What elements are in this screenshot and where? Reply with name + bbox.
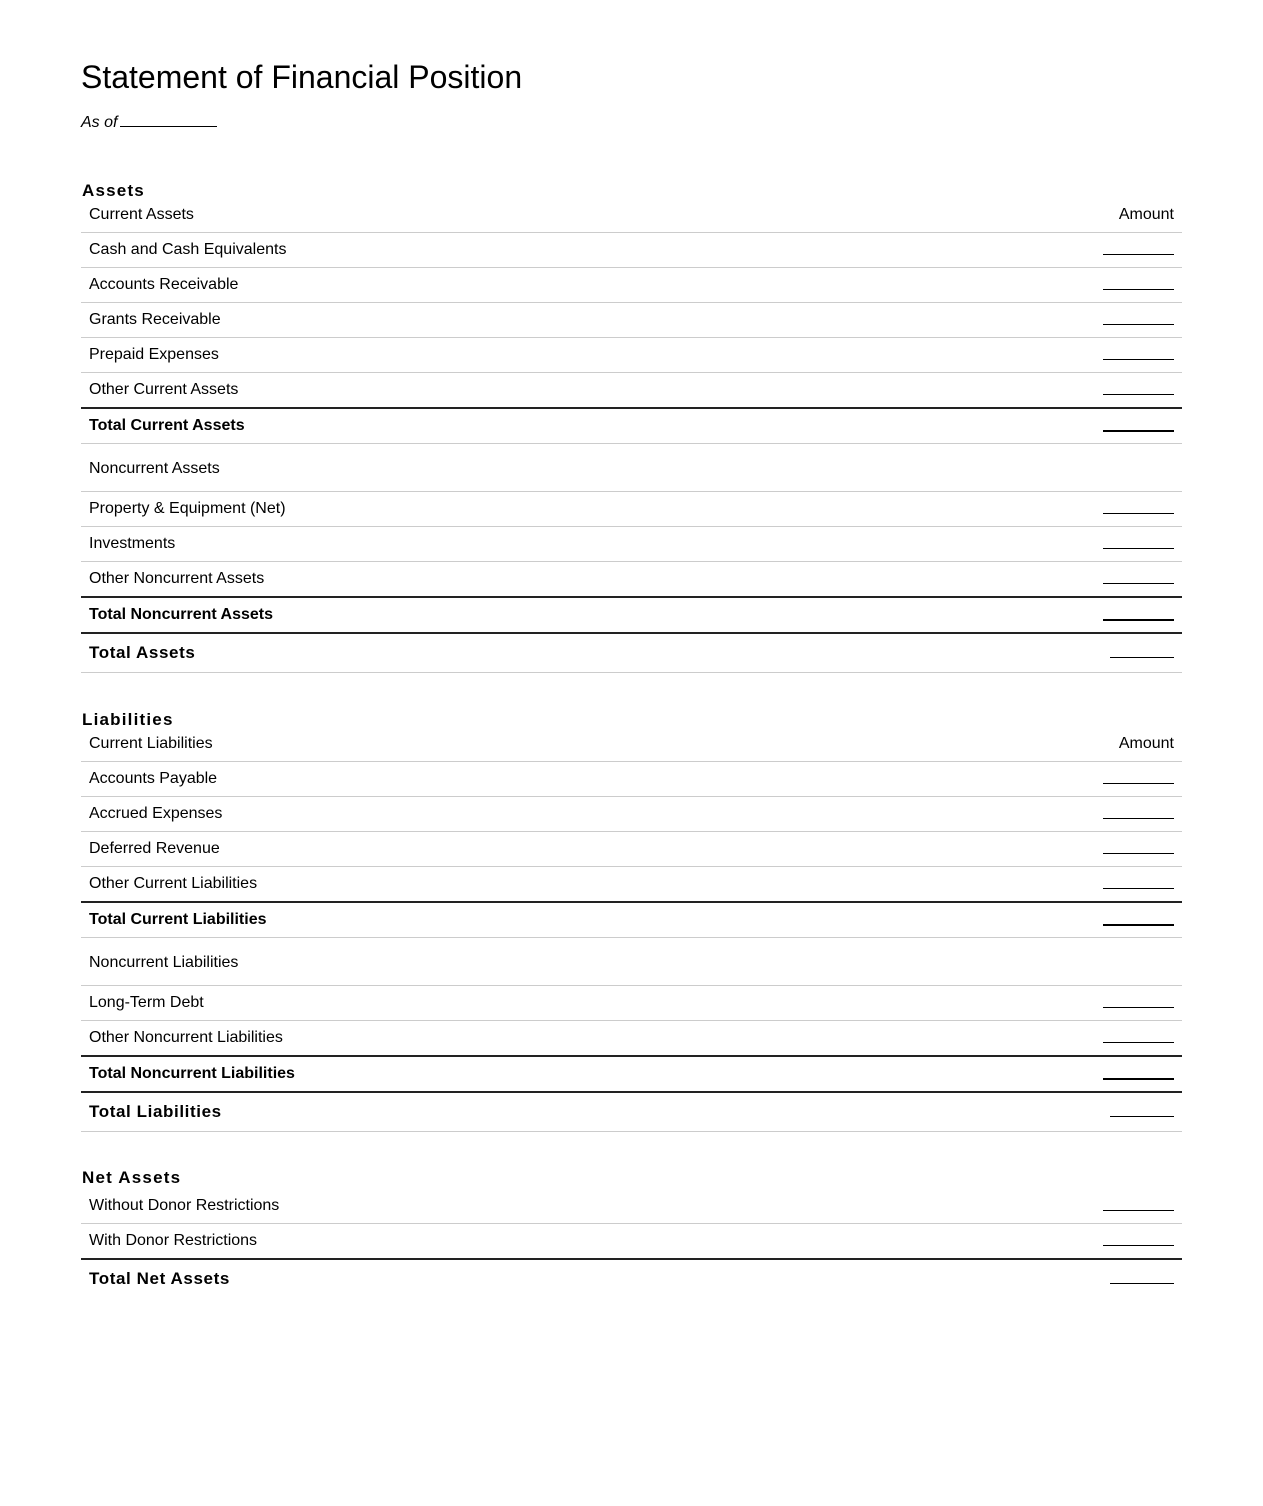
group-header-row [81,444,1182,492]
table-row [81,268,1182,303]
as-of-label: As of [81,114,118,131]
subtotal-label: Total Noncurrent Liabilities [81,1056,1046,1092]
subtotal-label: Total Current Liabilities [81,902,1046,938]
amount-field[interactable] [1103,804,1174,819]
table-row [81,762,1182,797]
table-row [81,867,1182,903]
amount-header: Amount [1046,731,1182,762]
grand-total-row [81,1092,1182,1132]
subtotal-row [81,902,1182,938]
subtotal-amount-field[interactable] [1103,1064,1174,1080]
page-title: Statement of Financial Position [81,59,523,95]
table-row [81,797,1182,832]
assets-table [81,202,1182,673]
grand-total-row [81,633,1182,673]
line-item-label: Grants Receivable [81,303,1046,338]
amount-field[interactable] [1103,275,1174,290]
amount-field[interactable] [1103,380,1174,395]
table-row [81,338,1182,373]
line-item-label: Accounts Receivable [81,268,1046,303]
table-row [81,527,1182,562]
subtotal-label: Total Noncurrent Assets [81,597,1046,633]
table-row [81,233,1182,268]
subtotal-amount-field[interactable] [1103,605,1174,621]
amount-field[interactable] [1103,769,1174,784]
group-header: Current Assets [81,202,1046,233]
line-item-label: Deferred Revenue [81,832,1046,867]
table-row [81,1189,1182,1224]
amount-field[interactable] [1103,839,1174,854]
line-item-label: Cash and Cash Equivalents [81,233,1046,268]
table-row [81,562,1182,598]
table-header-row [81,731,1182,762]
line-item-label: Other Noncurrent Assets [81,562,1046,598]
table-header-row [81,202,1182,233]
amount-field[interactable] [1103,310,1174,325]
grand-total-label: Total Net Assets [81,1259,1046,1298]
liabilities-table [81,731,1182,1132]
amount-field[interactable] [1103,1231,1174,1246]
grand-total-label: Total Assets [81,633,1046,673]
grand-total-amount-field[interactable] [1110,1102,1174,1117]
table-row [81,1021,1182,1057]
line-item-label: Accrued Expenses [81,797,1046,832]
grand-total-label: Total Liabilities [81,1092,1046,1132]
subtotal-row [81,408,1182,444]
amount-header: Amount [1046,202,1182,233]
table-row [81,986,1182,1021]
table-row [81,832,1182,867]
amount-field[interactable] [1103,993,1174,1008]
grand-total-row [81,1259,1182,1298]
assets-section [81,180,1182,673]
line-item-label: Long-Term Debt [81,986,1046,1021]
as-of-date [81,112,217,132]
net-assets-table [81,1189,1182,1298]
line-item-label: Property & Equipment (Net) [81,492,1046,527]
line-item-label: Other Current Assets [81,373,1046,409]
as-of-date-field[interactable] [120,112,217,127]
group-header: Current Liabilities [81,731,1046,762]
group-header: Noncurrent Assets [81,444,1046,492]
liabilities-section [81,709,1182,1132]
amount-field[interactable] [1103,874,1174,889]
line-item-label: With Donor Restrictions [81,1224,1046,1260]
subtotal-label: Total Current Assets [81,408,1046,444]
amount-field[interactable] [1103,240,1174,255]
table-row [81,1224,1182,1260]
amount-field[interactable] [1103,534,1174,549]
line-item-label: Without Donor Restrictions [81,1189,1046,1224]
group-header: Noncurrent Liabilities [81,938,1046,986]
net-assets-section [81,1167,1182,1298]
amount-field[interactable] [1103,345,1174,360]
subtotal-row [81,597,1182,633]
line-item-label: Prepaid Expenses [81,338,1046,373]
amount-field[interactable] [1103,1028,1174,1043]
line-item-label: Other Noncurrent Liabilities [81,1021,1046,1057]
subtotal-amount-field[interactable] [1103,910,1174,926]
line-item-label: Investments [81,527,1046,562]
section-title-assets: Assets [82,181,145,200]
group-header-row [81,938,1182,986]
grand-total-amount-field[interactable] [1110,1269,1174,1284]
amount-field[interactable] [1103,499,1174,514]
subtotal-amount-field[interactable] [1103,416,1174,432]
grand-total-amount-field[interactable] [1110,643,1174,658]
line-item-label: Other Current Liabilities [81,867,1046,903]
table-row [81,303,1182,338]
table-row [81,373,1182,409]
table-row [81,492,1182,527]
amount-field[interactable] [1103,569,1174,584]
subtotal-row [81,1056,1182,1092]
section-title-net-assets: Net Assets [82,1168,182,1187]
section-title-liabilities: Liabilities [82,710,174,729]
line-item-label: Accounts Payable [81,762,1046,797]
amount-field[interactable] [1103,1196,1174,1211]
